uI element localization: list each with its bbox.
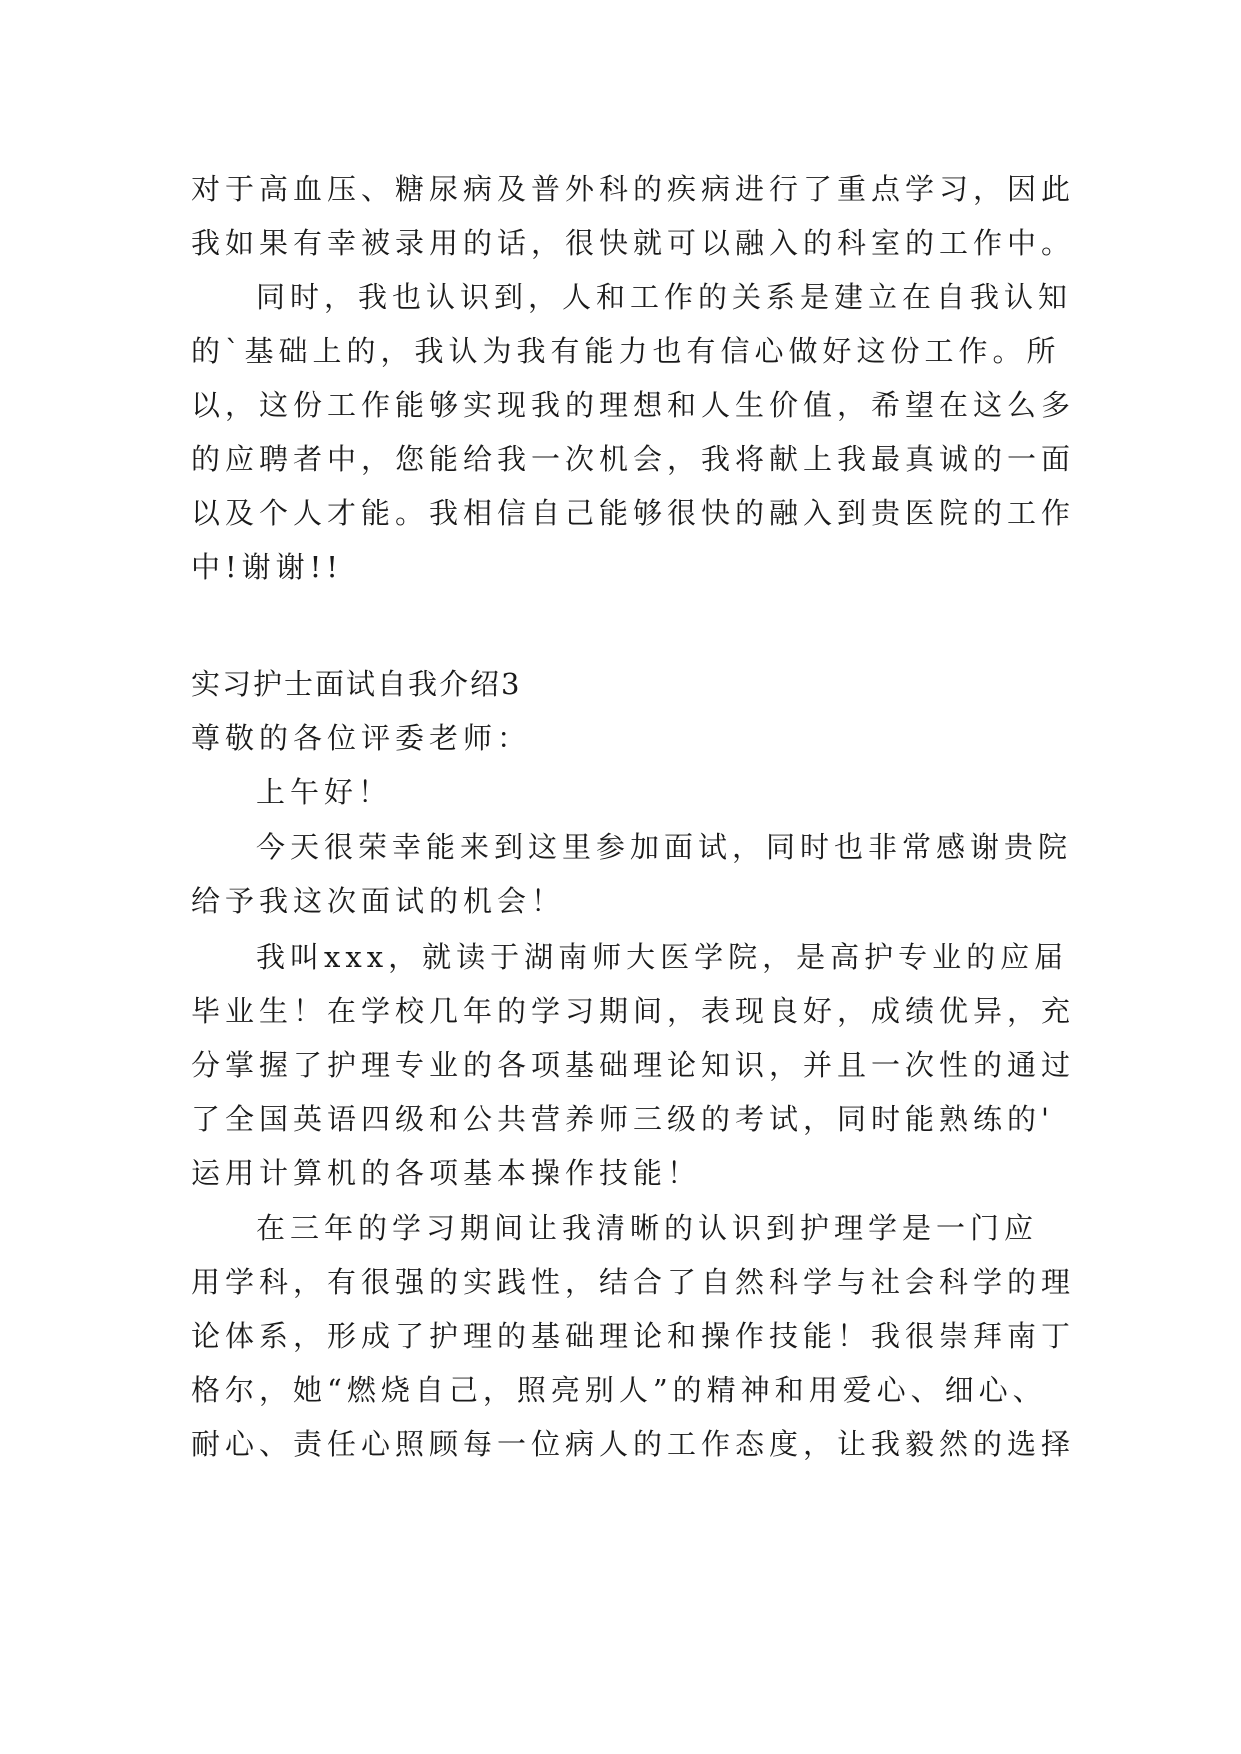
text-line: 论体系，形成了护理的基础理论和操作技能！我很崇拜南丁: [191, 1319, 1076, 1353]
text-line: 分掌握了护理专业的各项基础理论知识，并且一次性的通过: [191, 1048, 1076, 1082]
text-line: 毕业生！在学校几年的学习期间，表现良好，成绩优异，充: [191, 994, 1076, 1028]
text-line: 运用计算机的各项基本操作技能！: [191, 1156, 702, 1190]
text-line: 今天很荣幸能来到这里参加面试，同时也非常感谢贵院: [256, 830, 1073, 864]
text-line: 对于高血压、糖尿病及普外科的疾病进行了重点学习，因此: [191, 172, 1076, 206]
text-line: 给予我这次面试的机会！: [191, 884, 566, 918]
text-line: 格尔，她“燃烧自己，照亮别人”的精神和用爱心、细心、: [191, 1373, 1047, 1407]
section-title: 实习护士面试自我介绍3: [191, 667, 522, 701]
text-line: 我如果有幸被录用的话，很快就可以融入的科室的工作中。: [191, 226, 1076, 260]
text-line: 了全国英语四级和公共营养师三级的考试，同时能熟练的': [191, 1102, 1054, 1136]
text-line: 同时，我也认识到，人和工作的关系是建立在自我认知: [256, 280, 1073, 314]
text-line: 我叫xxx，就读于湖南师大医学院，是高护专业的应届: [256, 940, 1069, 974]
text-line: 的`基础上的，我认为我有能力也有信心做好这份工作。所: [191, 334, 1061, 368]
text-line: 用学科，有很强的实践性，结合了自然科学与社会科学的理: [191, 1265, 1076, 1299]
text-line: 的应聘者中，您能给我一次机会，我将献上我最真诚的一面: [191, 442, 1076, 476]
salutation: 尊敬的各位评委老师：: [191, 721, 532, 755]
text-line: 耐心、责任心照顾每一位病人的工作态度，让我毅然的选择: [191, 1427, 1076, 1461]
text-line: 中!谢谢!!: [191, 550, 343, 584]
text-line: 以及个人才能。我相信自己能够很快的融入到贵医院的工作: [191, 496, 1076, 530]
greeting: 上午好！: [256, 775, 393, 809]
text-line: 以，这份工作能够实现我的理想和人生价值，希望在这么多: [191, 388, 1076, 422]
text-line: 在三年的学习期间让我清晰的认识到护理学是一门应: [256, 1211, 1039, 1245]
